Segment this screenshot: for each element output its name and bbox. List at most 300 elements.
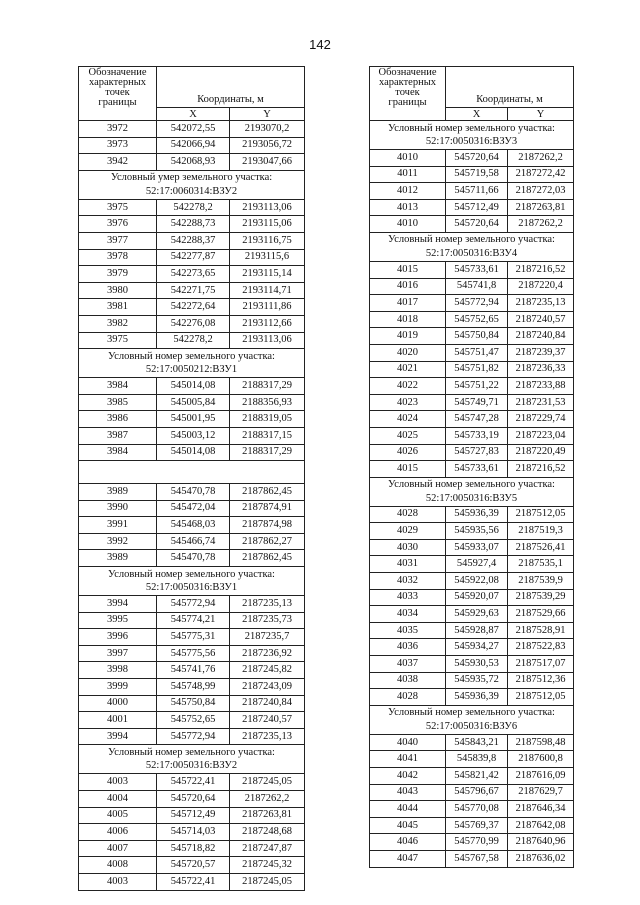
point-number-cell: 4018 [370,311,446,328]
table-row [370,150,574,167]
empty-row [79,461,305,484]
x-coordinate-cell: 542273,65 [157,266,230,283]
y-coordinate-cell: 2187616,09 [508,768,574,785]
x-coordinate-cell: 545014,08 [157,444,230,461]
y-coordinate-cell: 2187248,68 [230,824,305,841]
point-number-cell: 4028 [370,506,446,523]
x-coordinate-cell: 545747,28 [446,411,508,428]
point-number-cell: 3977 [79,232,157,249]
point-number-cell: 4010 [370,216,446,233]
land-plot-number: 52:17:0050212:ВЗУ1 [145,364,238,376]
land-plot-heading-label: Условный номер земельного участка: [388,122,555,134]
x-coordinate-cell: 545934,27 [446,639,508,656]
y-coordinate-cell: 2187874,91 [230,500,305,517]
x-coordinate-cell: 545935,72 [446,672,508,689]
land-plot-number: 52:17:0050316:ВЗУ3 [425,136,518,147]
empty-cell [79,461,305,484]
table-row [370,311,574,328]
table-row [370,656,574,673]
point-number-cell: 4022 [370,378,446,395]
point-number-cell: 4028 [370,689,446,706]
x-coordinate-cell: 545770,08 [446,801,508,818]
point-number-cell: 3994 [79,728,157,745]
table-row [79,315,305,332]
point-number-cell: 4008 [79,857,157,874]
point-number-cell: 4043 [370,784,446,801]
table-row [370,589,574,606]
point-number-cell: 4003 [79,873,157,890]
point-number-cell: 4036 [370,639,446,656]
y-coordinate-cell: 2187629,7 [508,784,574,801]
table-row [370,328,574,345]
table-row [79,394,305,411]
table-row [370,606,574,623]
y-coordinate-cell: 2187235,13 [230,728,305,745]
table-row [370,295,574,312]
y-coordinate-cell: 2187528,91 [508,622,574,639]
x-coordinate-cell: 545722,41 [157,774,230,791]
table-row [79,232,305,249]
x-coordinate-cell: 545733,61 [446,261,508,278]
y-coordinate-cell: 2187247,87 [230,840,305,857]
table-row [79,629,305,646]
table-row [370,261,574,278]
point-number-cell: 4010 [370,150,446,167]
y-coordinate-cell: 2187235,13 [508,295,574,312]
point-number-cell: 4045 [370,817,446,834]
x-coordinate-cell: 545749,71 [446,394,508,411]
y-coordinate-cell: 2193114,71 [230,282,305,299]
x-coordinate-cell: 545005,84 [157,394,230,411]
y-coordinate-cell: 2187223,04 [508,427,574,444]
y-coordinate-cell: 2193047,66 [230,154,305,171]
x-coordinate-cell: 545720,64 [446,150,508,167]
point-number-cell: 4020 [370,344,446,361]
header-coordinates: Координаты, м [446,67,574,108]
table-row [370,539,574,556]
x-coordinate-cell: 545472,04 [157,500,230,517]
point-number-cell: 3942 [79,154,157,171]
point-number-cell: 4037 [370,656,446,673]
y-coordinate-cell: 2187636,02 [508,850,574,867]
land-plot-heading [370,705,574,734]
point-number-cell: 3975 [79,199,157,216]
land-plot-heading-label: Условный номер земельного участка: [108,746,275,758]
point-number-cell: 3998 [79,662,157,679]
point-number-cell: 3980 [79,282,157,299]
section-header-row [79,349,305,378]
y-coordinate-cell: 2187598,48 [508,734,574,751]
y-coordinate-cell: 2187640,96 [508,834,574,851]
y-coordinate-cell: 2187272,03 [508,183,574,200]
point-number-cell: 4004 [79,791,157,808]
table-row [79,378,305,395]
x-coordinate-cell: 545769,37 [446,817,508,834]
y-coordinate-cell: 2187235,13 [230,596,305,613]
x-coordinate-cell: 545775,31 [157,629,230,646]
point-number-cell: 4032 [370,573,446,590]
y-coordinate-cell: 2187272,42 [508,166,574,183]
land-plot-heading [370,121,574,150]
y-coordinate-cell: 2187220,49 [508,444,574,461]
point-number-cell: 4015 [370,461,446,478]
point-number-cell: 4015 [370,261,446,278]
x-coordinate-cell: 545719,58 [446,166,508,183]
y-coordinate-cell: 2187862,45 [230,550,305,567]
y-coordinate-cell: 2187236,33 [508,361,574,378]
point-number-cell: 4007 [79,840,157,857]
table-row [370,556,574,573]
table-row [370,461,574,478]
x-coordinate-cell: 545748,99 [157,679,230,696]
table-row [370,784,574,801]
table-row [79,282,305,299]
x-coordinate-cell: 545796,67 [446,784,508,801]
y-coordinate-cell: 2187263,81 [230,807,305,824]
section-header-row [79,745,305,774]
x-coordinate-cell: 545003,12 [157,427,230,444]
y-coordinate-cell: 2187235,73 [230,612,305,629]
table-row [79,444,305,461]
point-number-cell: 4019 [370,328,446,345]
point-number-cell: 3990 [79,500,157,517]
point-number-cell: 4034 [370,606,446,623]
table-row [370,183,574,200]
x-coordinate-cell: 542272,64 [157,299,230,316]
y-coordinate-cell: 2187519,3 [508,523,574,540]
table-row [79,216,305,233]
x-coordinate-cell: 545775,56 [157,645,230,662]
land-plot-heading-label: Условный номер земельного участка: [388,479,555,491]
table-row [79,121,305,138]
x-coordinate-cell: 545752,65 [157,712,230,729]
x-coordinate-cell: 542271,75 [157,282,230,299]
y-coordinate-cell: 2187216,52 [508,461,574,478]
x-coordinate-cell: 545927,4 [446,556,508,573]
table-row [79,517,305,534]
y-coordinate-cell: 2187262,2 [508,150,574,167]
land-plot-number: 52:17:0060314:ВЗУ2 [145,185,238,197]
table-row [370,622,574,639]
land-plot-heading [79,349,305,378]
x-coordinate-cell: 545936,39 [446,689,508,706]
point-number-cell: 4033 [370,589,446,606]
point-number-cell: 3975 [79,332,157,349]
point-number-cell: 4017 [370,295,446,312]
y-coordinate-cell: 2187235,7 [230,629,305,646]
table-row [370,378,574,395]
y-coordinate-cell: 2187240,57 [508,311,574,328]
y-coordinate-cell: 2187874,98 [230,517,305,534]
y-coordinate-cell: 2187243,09 [230,679,305,696]
y-coordinate-cell: 2187216,52 [508,261,574,278]
table-row [370,850,574,867]
y-coordinate-cell: 2187539,29 [508,589,574,606]
table-row [79,199,305,216]
point-number-cell: 4047 [370,850,446,867]
x-coordinate-cell: 545751,82 [446,361,508,378]
x-coordinate-cell: 545741,76 [157,662,230,679]
x-coordinate-cell: 545767,58 [446,850,508,867]
y-coordinate-cell: 2187240,84 [230,695,305,712]
header-point-label: Обозначение характерных точек границы [370,67,446,121]
x-coordinate-cell: 545711,66 [446,183,508,200]
x-coordinate-cell: 545774,21 [157,612,230,629]
y-coordinate-cell: 2187231,53 [508,394,574,411]
x-coordinate-cell: 545712,49 [446,199,508,216]
y-coordinate-cell: 2187262,2 [230,791,305,808]
land-plot-number: 52:17:0050316:ВЗУ4 [425,247,518,259]
point-number-cell: 3978 [79,249,157,266]
x-coordinate-cell: 545722,41 [157,873,230,890]
y-coordinate-cell: 2187262,2 [508,216,574,233]
table-body-left [79,121,305,891]
x-coordinate-cell: 545720,64 [446,216,508,233]
x-coordinate-cell: 545772,94 [157,728,230,745]
point-number-cell: 4025 [370,427,446,444]
x-coordinate-cell: 545718,82 [157,840,230,857]
table-row [370,411,574,428]
point-number-cell: 3999 [79,679,157,696]
table-row [370,639,574,656]
table-row [79,533,305,550]
point-number-cell: 3996 [79,629,157,646]
y-coordinate-cell: 2187539,9 [508,573,574,590]
table-row [370,768,574,785]
y-coordinate-cell: 2187862,45 [230,484,305,501]
point-number-cell: 3984 [79,378,157,395]
point-number-cell: 3981 [79,299,157,316]
table-body-right [370,121,574,868]
land-plot-heading-label: Условный умер земельного участка: [110,172,273,184]
y-coordinate-cell: 2187245,82 [230,662,305,679]
table-row [370,523,574,540]
land-plot-heading-label: Условный номер земельного участка: [388,234,555,246]
y-coordinate-cell: 2193056,72 [230,137,305,154]
table-row [370,199,574,216]
y-coordinate-cell: 2187642,08 [508,817,574,834]
table-row [79,550,305,567]
point-number-cell: 3994 [79,596,157,613]
point-number-cell: 3973 [79,137,157,154]
x-coordinate-cell: 545752,65 [446,311,508,328]
table-row [370,689,574,706]
section-header-row [370,477,574,506]
y-coordinate-cell: 2193115,14 [230,266,305,283]
y-coordinate-cell: 2193116,75 [230,232,305,249]
point-number-cell: 3986 [79,411,157,428]
y-coordinate-cell: 2193112,66 [230,315,305,332]
point-number-cell: 3997 [79,645,157,662]
land-plot-heading [370,477,574,506]
x-coordinate-cell: 545772,94 [157,596,230,613]
x-coordinate-cell: 545920,07 [446,589,508,606]
land-plot-heading-label: Условный номер земельного участка: [108,350,275,362]
y-coordinate-cell: 2187245,05 [230,873,305,890]
table-row [79,596,305,613]
land-plot-heading-label: Условный номер земельного участка: [108,568,275,580]
header-x: X [446,108,508,121]
header-y: Y [508,108,574,121]
table-row [79,728,305,745]
y-coordinate-cell: 2187512,05 [508,506,574,523]
table-row [370,751,574,768]
point-number-cell: 4024 [370,411,446,428]
point-number-cell: 3995 [79,612,157,629]
table-row [79,154,305,171]
table-row [79,500,305,517]
y-coordinate-cell: 2188317,29 [230,444,305,461]
x-coordinate-cell: 545720,57 [157,857,230,874]
page-number: 142 [309,37,331,52]
x-coordinate-cell: 545772,94 [446,295,508,312]
y-coordinate-cell: 2187600,8 [508,751,574,768]
section-header-row [370,121,574,150]
y-coordinate-cell: 2193115,6 [230,249,305,266]
y-coordinate-cell: 2187236,92 [230,645,305,662]
x-coordinate-cell: 545714,03 [157,824,230,841]
table-row [370,801,574,818]
point-number-cell: 4001 [79,712,157,729]
table-row [370,834,574,851]
y-coordinate-cell: 2187512,36 [508,672,574,689]
coordinates-table-left [78,66,305,891]
y-coordinate-cell: 2193115,06 [230,216,305,233]
point-number-cell: 4031 [370,556,446,573]
point-number-cell: 4005 [79,807,157,824]
section-header-row [79,567,305,596]
coordinates-table-right [369,66,574,868]
table-row [79,791,305,808]
x-coordinate-cell: 545821,42 [446,768,508,785]
x-coordinate-cell: 542278,2 [157,332,230,349]
point-number-cell: 3991 [79,517,157,534]
x-coordinate-cell: 545712,49 [157,807,230,824]
section-header-row [370,705,574,734]
table-row [79,840,305,857]
x-coordinate-cell: 545929,63 [446,606,508,623]
x-coordinate-cell: 545933,07 [446,539,508,556]
land-plot-heading [370,232,574,261]
y-coordinate-cell: 2187535,1 [508,556,574,573]
table-row [79,612,305,629]
land-plot-number: 52:17:0050316:ВЗУ1 [145,582,238,594]
table-row [370,444,574,461]
y-coordinate-cell: 2187229,74 [508,411,574,428]
header-y: Y [230,108,305,121]
point-number-cell: 4000 [79,695,157,712]
x-coordinate-cell: 545466,74 [157,533,230,550]
table-row [370,344,574,361]
y-coordinate-cell: 2187233,88 [508,378,574,395]
land-plot-number: 52:17:0050316:ВЗУ2 [145,760,238,772]
x-coordinate-cell: 545751,47 [446,344,508,361]
table-row [79,774,305,791]
y-coordinate-cell: 2193111,86 [230,299,305,316]
x-coordinate-cell: 542288,73 [157,216,230,233]
table-row [79,712,305,729]
point-number-cell: 3989 [79,484,157,501]
table-row [370,278,574,295]
x-coordinate-cell: 545001,95 [157,411,230,428]
table-row [370,734,574,751]
y-coordinate-cell: 2193113,06 [230,199,305,216]
point-number-cell: 4006 [79,824,157,841]
x-coordinate-cell: 542278,2 [157,199,230,216]
table-row [370,394,574,411]
point-number-cell: 3987 [79,427,157,444]
point-number-cell: 3976 [79,216,157,233]
x-coordinate-cell: 545733,61 [446,461,508,478]
table-row [370,166,574,183]
x-coordinate-cell: 542066,94 [157,137,230,154]
table-row [79,695,305,712]
x-coordinate-cell: 545839,8 [446,751,508,768]
x-coordinate-cell: 545922,08 [446,573,508,590]
point-number-cell: 4035 [370,622,446,639]
y-coordinate-cell: 2187240,57 [230,712,305,729]
x-coordinate-cell: 545936,39 [446,506,508,523]
point-number-cell: 4041 [370,751,446,768]
table-row [370,672,574,689]
y-coordinate-cell: 2187526,41 [508,539,574,556]
table-row [79,299,305,316]
header-coordinates: Координаты, м [157,67,305,108]
table-row [79,857,305,874]
point-number-cell: 4044 [370,801,446,818]
table-row [79,824,305,841]
y-coordinate-cell: 2193070,2 [230,121,305,138]
point-number-cell: 4011 [370,166,446,183]
y-coordinate-cell: 2187220,4 [508,278,574,295]
x-coordinate-cell: 542288,37 [157,232,230,249]
y-coordinate-cell: 2188356,93 [230,394,305,411]
y-coordinate-cell: 2187512,05 [508,689,574,706]
section-header-row [370,232,574,261]
y-coordinate-cell: 2187646,34 [508,801,574,818]
point-number-cell: 3982 [79,315,157,332]
y-coordinate-cell: 2187517,07 [508,656,574,673]
x-coordinate-cell: 545770,99 [446,834,508,851]
table-row [370,817,574,834]
point-number-cell: 4013 [370,199,446,216]
y-coordinate-cell: 2193113,06 [230,332,305,349]
y-coordinate-cell: 2187862,27 [230,533,305,550]
point-number-cell: 4038 [370,672,446,689]
table-row [79,427,305,444]
x-coordinate-cell: 545750,84 [157,695,230,712]
point-number-cell: 4016 [370,278,446,295]
point-number-cell: 3984 [79,444,157,461]
x-coordinate-cell: 545014,08 [157,378,230,395]
x-coordinate-cell: 545843,21 [446,734,508,751]
x-coordinate-cell: 545935,56 [446,523,508,540]
table-row [79,807,305,824]
point-number-cell: 4030 [370,539,446,556]
section-header-row [79,170,305,199]
y-coordinate-cell: 2187245,32 [230,857,305,874]
x-coordinate-cell: 545741,8 [446,278,508,295]
x-coordinate-cell: 545750,84 [446,328,508,345]
table-row [79,645,305,662]
x-coordinate-cell: 542276,08 [157,315,230,332]
x-coordinate-cell: 545930,53 [446,656,508,673]
land-plot-heading [79,170,305,199]
x-coordinate-cell: 545928,87 [446,622,508,639]
point-number-cell: 3972 [79,121,157,138]
table-row [79,873,305,890]
y-coordinate-cell: 2187240,84 [508,328,574,345]
